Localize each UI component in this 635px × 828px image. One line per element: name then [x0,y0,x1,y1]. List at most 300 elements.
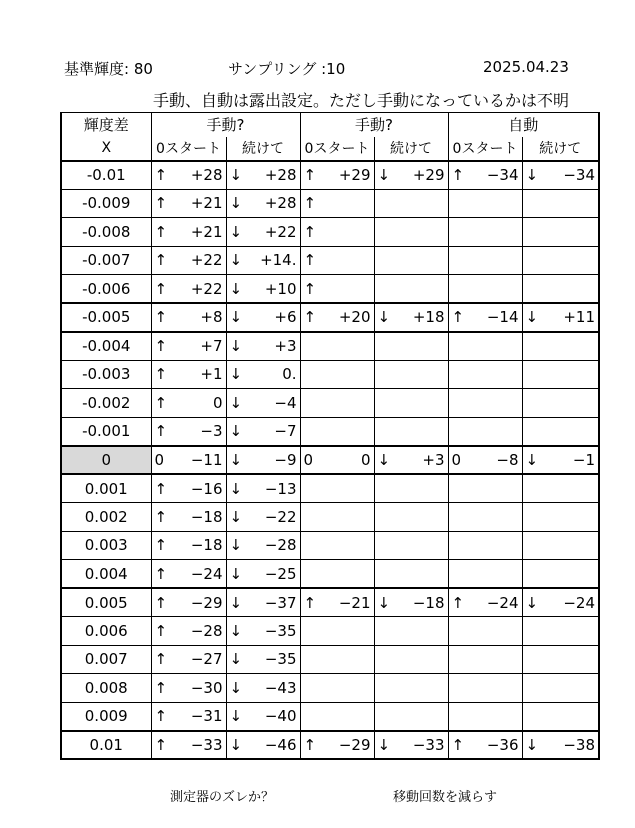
measure-cell [300,702,374,731]
down-arrow-icon: ↓ [229,251,243,270]
measure-cell [151,446,226,475]
cell-value: −37 [264,593,297,612]
x-value-cell: 0.003 [61,531,151,560]
measure-cell [151,503,226,532]
cell-value: −34 [486,166,519,184]
table-row [61,503,599,532]
measure-cell [448,161,522,190]
measure-cell [374,474,448,503]
measure-cell [522,218,599,247]
down-arrow-icon: ↓ [525,593,539,612]
measure-cell [374,645,448,674]
measure-cell [448,303,522,332]
down-arrow-icon: ↓ [229,279,243,298]
cell-value: −33 [190,735,223,754]
measure-cell [226,645,300,674]
measure-cell [226,531,300,560]
table-row [61,731,599,760]
table-row [61,332,599,361]
data-table [60,112,600,760]
cell-value: +3 [422,450,445,469]
measure-cell [522,588,599,617]
measure-cell [226,560,300,589]
up-arrow-icon: ↑ [154,308,168,327]
measure-cell [522,417,599,446]
cell-value: −31 [190,707,223,725]
cell-value: −38 [563,735,596,754]
table-row [61,702,599,731]
measure-cell [300,588,374,617]
header-x: X [61,137,151,161]
cell-value: +14. [260,251,297,270]
table-row [61,246,599,275]
up-arrow-icon: ↑ [154,166,168,184]
up-arrow-icon: ↑ [154,422,168,440]
measure-cell [448,360,522,389]
measure-cell [300,246,374,275]
up-arrow-icon: ↑ [154,279,168,298]
cell-value: −9 [274,450,297,469]
measure-cell [448,189,522,218]
cell-value: 0. [282,365,297,384]
down-arrow-icon: ↓ [377,450,391,469]
measure-cell [151,731,226,760]
down-arrow-icon: ↓ [229,479,243,498]
x-value-cell: 0.001 [61,474,151,503]
cell-value: −27 [190,650,223,669]
measure-cell [300,417,374,446]
measure-cell [151,588,226,617]
down-arrow-icon: ↓ [229,678,243,697]
cell-value: +7 [200,337,223,355]
table-row [61,189,599,218]
cell-value: +28 [264,194,297,213]
down-arrow-icon: ↓ [525,450,539,469]
x-value-cell: -0.004 [61,332,151,361]
measure-cell [374,303,448,332]
cell-value: −18 [190,507,223,526]
measure-cell [300,617,374,646]
header-group-1: 手動? [151,113,300,137]
table-row [61,218,599,247]
up-arrow-icon: ↑ [154,735,168,754]
up-arrow-icon: ↑ [154,222,168,241]
sub-start-1: 0スタート [151,137,226,161]
sub-continue-3: 続けて [522,137,599,161]
cell-value: −3 [200,422,223,440]
up-arrow-icon: ↑ [154,650,168,669]
up-arrow-icon: ↑ [154,393,168,412]
x-value-cell: -0.005 [61,303,151,332]
measure-cell [522,389,599,418]
cell-value: −11 [190,450,223,469]
measure-cell [226,503,300,532]
cell-value: −28 [264,536,297,555]
measure-cell [300,645,374,674]
measure-cell [374,531,448,560]
measure-cell [374,189,448,218]
up-arrow-icon: ↑ [451,735,465,754]
down-arrow-icon: ↓ [525,166,539,184]
cell-value: −35 [264,650,297,669]
measure-cell [226,417,300,446]
measure-cell [374,731,448,760]
up-arrow-icon: ↑ [154,621,168,640]
x-value-cell: -0.006 [61,275,151,304]
measure-cell [522,474,599,503]
measure-cell [448,503,522,532]
up-arrow-icon: ↑ [303,222,317,241]
cell-value: −28 [190,621,223,640]
measure-cell [300,503,374,532]
measure-cell [522,246,599,275]
cell-value: −43 [264,678,297,697]
cell-value: +22 [264,222,297,241]
up-arrow-icon: ↑ [154,507,168,526]
measure-cell [300,560,374,589]
cell-value: +29 [338,166,371,184]
table-row [61,474,599,503]
measure-cell [522,360,599,389]
up-arrow-icon: ↑ [154,536,168,555]
x-value-cell: -0.003 [61,360,151,389]
cell-value: −18 [190,536,223,555]
table-row [61,560,599,589]
measure-cell [522,731,599,760]
measure-cell [226,617,300,646]
cell-value: 0 [212,393,223,412]
up-arrow-icon: ↑ [154,593,168,612]
measure-cell [448,588,522,617]
cell-value: −16 [190,479,223,498]
cell-value: +6 [274,308,297,327]
cell-value: +8 [200,308,223,327]
down-arrow-icon: ↓ [377,735,391,754]
down-arrow-icon: ↓ [229,337,243,355]
down-arrow-icon: ↓ [229,365,243,384]
table-row [61,617,599,646]
header-diff: 輝度差 [61,113,151,137]
measure-cell [151,531,226,560]
header-row-2 [61,137,599,161]
measure-cell [226,332,300,361]
sub-continue-2: 続けて [374,137,448,161]
measure-cell [151,389,226,418]
x-value-cell: -0.009 [61,189,151,218]
down-arrow-icon: ↓ [229,308,243,327]
measure-cell [522,617,599,646]
note-text: 手動、自動は露出設定。ただし手動になっているかは不明 [153,91,570,110]
cell-value: +11 [563,308,596,327]
cell-marker: 0 [303,450,314,469]
down-arrow-icon: ↓ [229,194,243,213]
up-arrow-icon: ↑ [154,337,168,355]
x-value-cell: 0.005 [61,588,151,617]
base-brightness-label: 基準輝度: 80 [64,60,153,78]
cell-value: −36 [486,735,519,754]
measure-cell [448,332,522,361]
measure-cell [226,674,300,703]
up-arrow-icon: ↑ [154,251,168,270]
cell-value: −29 [338,735,371,754]
measure-cell [300,275,374,304]
table-row [61,674,599,703]
x-value-cell: 0.004 [61,560,151,589]
date-label: 2025.04.23 [483,58,569,76]
up-arrow-icon: ↑ [303,194,317,213]
measure-cell [151,702,226,731]
down-arrow-icon: ↓ [229,393,243,412]
up-arrow-icon: ↑ [154,564,168,583]
measure-cell [448,275,522,304]
sub-continue-1: 続けて [226,137,300,161]
down-arrow-icon: ↓ [377,593,391,612]
down-arrow-icon: ↓ [229,564,243,583]
measure-cell [226,161,300,190]
cell-value: +1 [200,365,223,384]
measure-cell [448,474,522,503]
x-value-cell: -0.001 [61,417,151,446]
measure-cell [226,474,300,503]
down-arrow-icon: ↓ [229,222,243,241]
cell-marker: 0 [451,450,462,469]
measure-cell [374,246,448,275]
measure-cell [374,389,448,418]
down-arrow-icon: ↓ [229,735,243,754]
table-row [61,303,599,332]
x-value-cell: 0 [61,446,151,475]
down-arrow-icon: ↓ [525,308,539,327]
x-value-cell: 0.01 [61,731,151,760]
measure-cell [448,702,522,731]
down-arrow-icon: ↓ [229,507,243,526]
cell-value: −7 [274,422,297,440]
measure-cell [300,674,374,703]
up-arrow-icon: ↑ [451,166,465,184]
measure-cell [522,531,599,560]
measure-cell [448,446,522,475]
measure-cell [151,246,226,275]
down-arrow-icon: ↓ [229,166,243,184]
cell-value: +28 [264,166,297,184]
up-arrow-icon: ↑ [303,251,317,270]
measure-cell [151,189,226,218]
measure-cell [226,275,300,304]
measure-cell [151,645,226,674]
measure-cell [522,560,599,589]
table-row [61,531,599,560]
cell-value: −34 [563,166,596,184]
measure-cell [226,360,300,389]
measure-cell [374,588,448,617]
down-arrow-icon: ↓ [229,450,243,469]
table-row [61,360,599,389]
cell-value: −4 [274,393,297,412]
measure-cell [374,332,448,361]
x-value-cell: 0.009 [61,702,151,731]
cell-value: +18 [412,308,445,327]
x-value-cell: 0.006 [61,617,151,646]
sub-start-3: 0スタート [448,137,522,161]
measure-cell [300,161,374,190]
measure-cell [151,303,226,332]
up-arrow-icon: ↑ [451,308,465,327]
measure-cell [374,218,448,247]
measure-cell [300,360,374,389]
down-arrow-icon: ↓ [229,621,243,640]
measure-cell [151,218,226,247]
measure-cell [151,275,226,304]
measure-cell [448,674,522,703]
measure-cell [448,417,522,446]
measure-cell [522,161,599,190]
measure-cell [151,674,226,703]
table-row [61,417,599,446]
measure-cell [522,702,599,731]
header-group-3: 自動 [448,113,599,137]
measure-cell [226,446,300,475]
measure-cell [300,332,374,361]
x-value-cell: -0.008 [61,218,151,247]
measure-cell [448,617,522,646]
x-value-cell: -0.01 [61,161,151,190]
cell-value: −40 [264,707,297,725]
x-value-cell: -0.002 [61,389,151,418]
cell-value: −24 [190,564,223,583]
measure-cell [522,332,599,361]
measure-cell [522,275,599,304]
cell-marker: 0 [154,450,165,469]
cell-value: −21 [338,593,371,612]
measure-cell [300,303,374,332]
sub-start-2: 0スタート [300,137,374,161]
measure-cell [300,446,374,475]
measure-cell [151,360,226,389]
measure-cell [522,446,599,475]
measure-cell [300,474,374,503]
measure-cell [226,588,300,617]
measure-cell [374,417,448,446]
measure-cell [374,275,448,304]
cell-value: +3 [274,337,297,355]
measure-cell [300,389,374,418]
cell-value: −22 [264,507,297,526]
measure-cell [448,531,522,560]
cell-value: +28 [190,166,223,184]
up-arrow-icon: ↑ [303,166,317,184]
x-value-cell: 0.002 [61,503,151,532]
up-arrow-icon: ↑ [154,479,168,498]
measure-cell [374,560,448,589]
header-row-1 [61,113,599,137]
cell-value: −14 [486,308,519,327]
measure-cell [374,360,448,389]
down-arrow-icon: ↓ [229,593,243,612]
cell-value: −13 [264,479,297,498]
cell-value: +10 [264,279,297,298]
cell-value: +21 [190,222,223,241]
measure-cell [226,702,300,731]
up-arrow-icon: ↑ [303,735,317,754]
measure-cell [300,189,374,218]
cell-value: −24 [563,593,596,612]
measure-cell [522,503,599,532]
measure-cell [374,161,448,190]
table-row [61,588,599,617]
measure-cell [448,218,522,247]
measure-cell [151,474,226,503]
measure-cell [226,389,300,418]
cell-value: 0 [360,450,371,469]
measure-cell [522,674,599,703]
up-arrow-icon: ↑ [451,593,465,612]
up-arrow-icon: ↑ [154,194,168,213]
cell-value: +21 [190,194,223,213]
header-group-2: 手動? [300,113,448,137]
up-arrow-icon: ↑ [303,279,317,298]
cell-value: −30 [190,678,223,697]
measure-cell [448,246,522,275]
down-arrow-icon: ↓ [229,707,243,725]
down-arrow-icon: ↓ [229,422,243,440]
cell-value: −8 [496,450,519,469]
measure-cell [448,560,522,589]
measure-cell [151,617,226,646]
measure-cell [300,731,374,760]
measure-cell [374,446,448,475]
measure-cell [448,389,522,418]
x-value-cell: -0.007 [61,246,151,275]
cell-value: −29 [190,593,223,612]
measure-cell [448,645,522,674]
down-arrow-icon: ↓ [377,166,391,184]
footer-right-note: 移動回数を減らす [393,790,498,805]
cell-value: −18 [412,593,445,612]
cell-value: −25 [264,564,297,583]
measure-cell [151,560,226,589]
table-row [61,161,599,190]
measure-cell [226,303,300,332]
cell-value: −46 [264,735,297,754]
measure-cell [226,218,300,247]
measure-cell [151,332,226,361]
measure-cell [226,189,300,218]
up-arrow-icon: ↑ [154,365,168,384]
cell-value: +22 [190,279,223,298]
cell-value: −33 [412,735,445,754]
measure-cell [300,531,374,560]
cell-value: −1 [572,450,596,469]
measure-cell [374,503,448,532]
cell-value: −35 [264,621,297,640]
up-arrow-icon: ↑ [154,678,168,697]
cell-value: +20 [338,308,371,327]
measure-cell [522,189,599,218]
down-arrow-icon: ↓ [525,735,539,754]
measure-cell [374,674,448,703]
table-row [61,446,599,475]
measure-cell [522,645,599,674]
up-arrow-icon: ↑ [154,707,168,725]
down-arrow-icon: ↓ [377,308,391,327]
up-arrow-icon: ↑ [303,593,317,612]
measure-cell [226,246,300,275]
table-row [61,645,599,674]
table-row [61,275,599,304]
measure-cell [374,702,448,731]
measure-cell [522,303,599,332]
x-value-cell: 0.008 [61,674,151,703]
